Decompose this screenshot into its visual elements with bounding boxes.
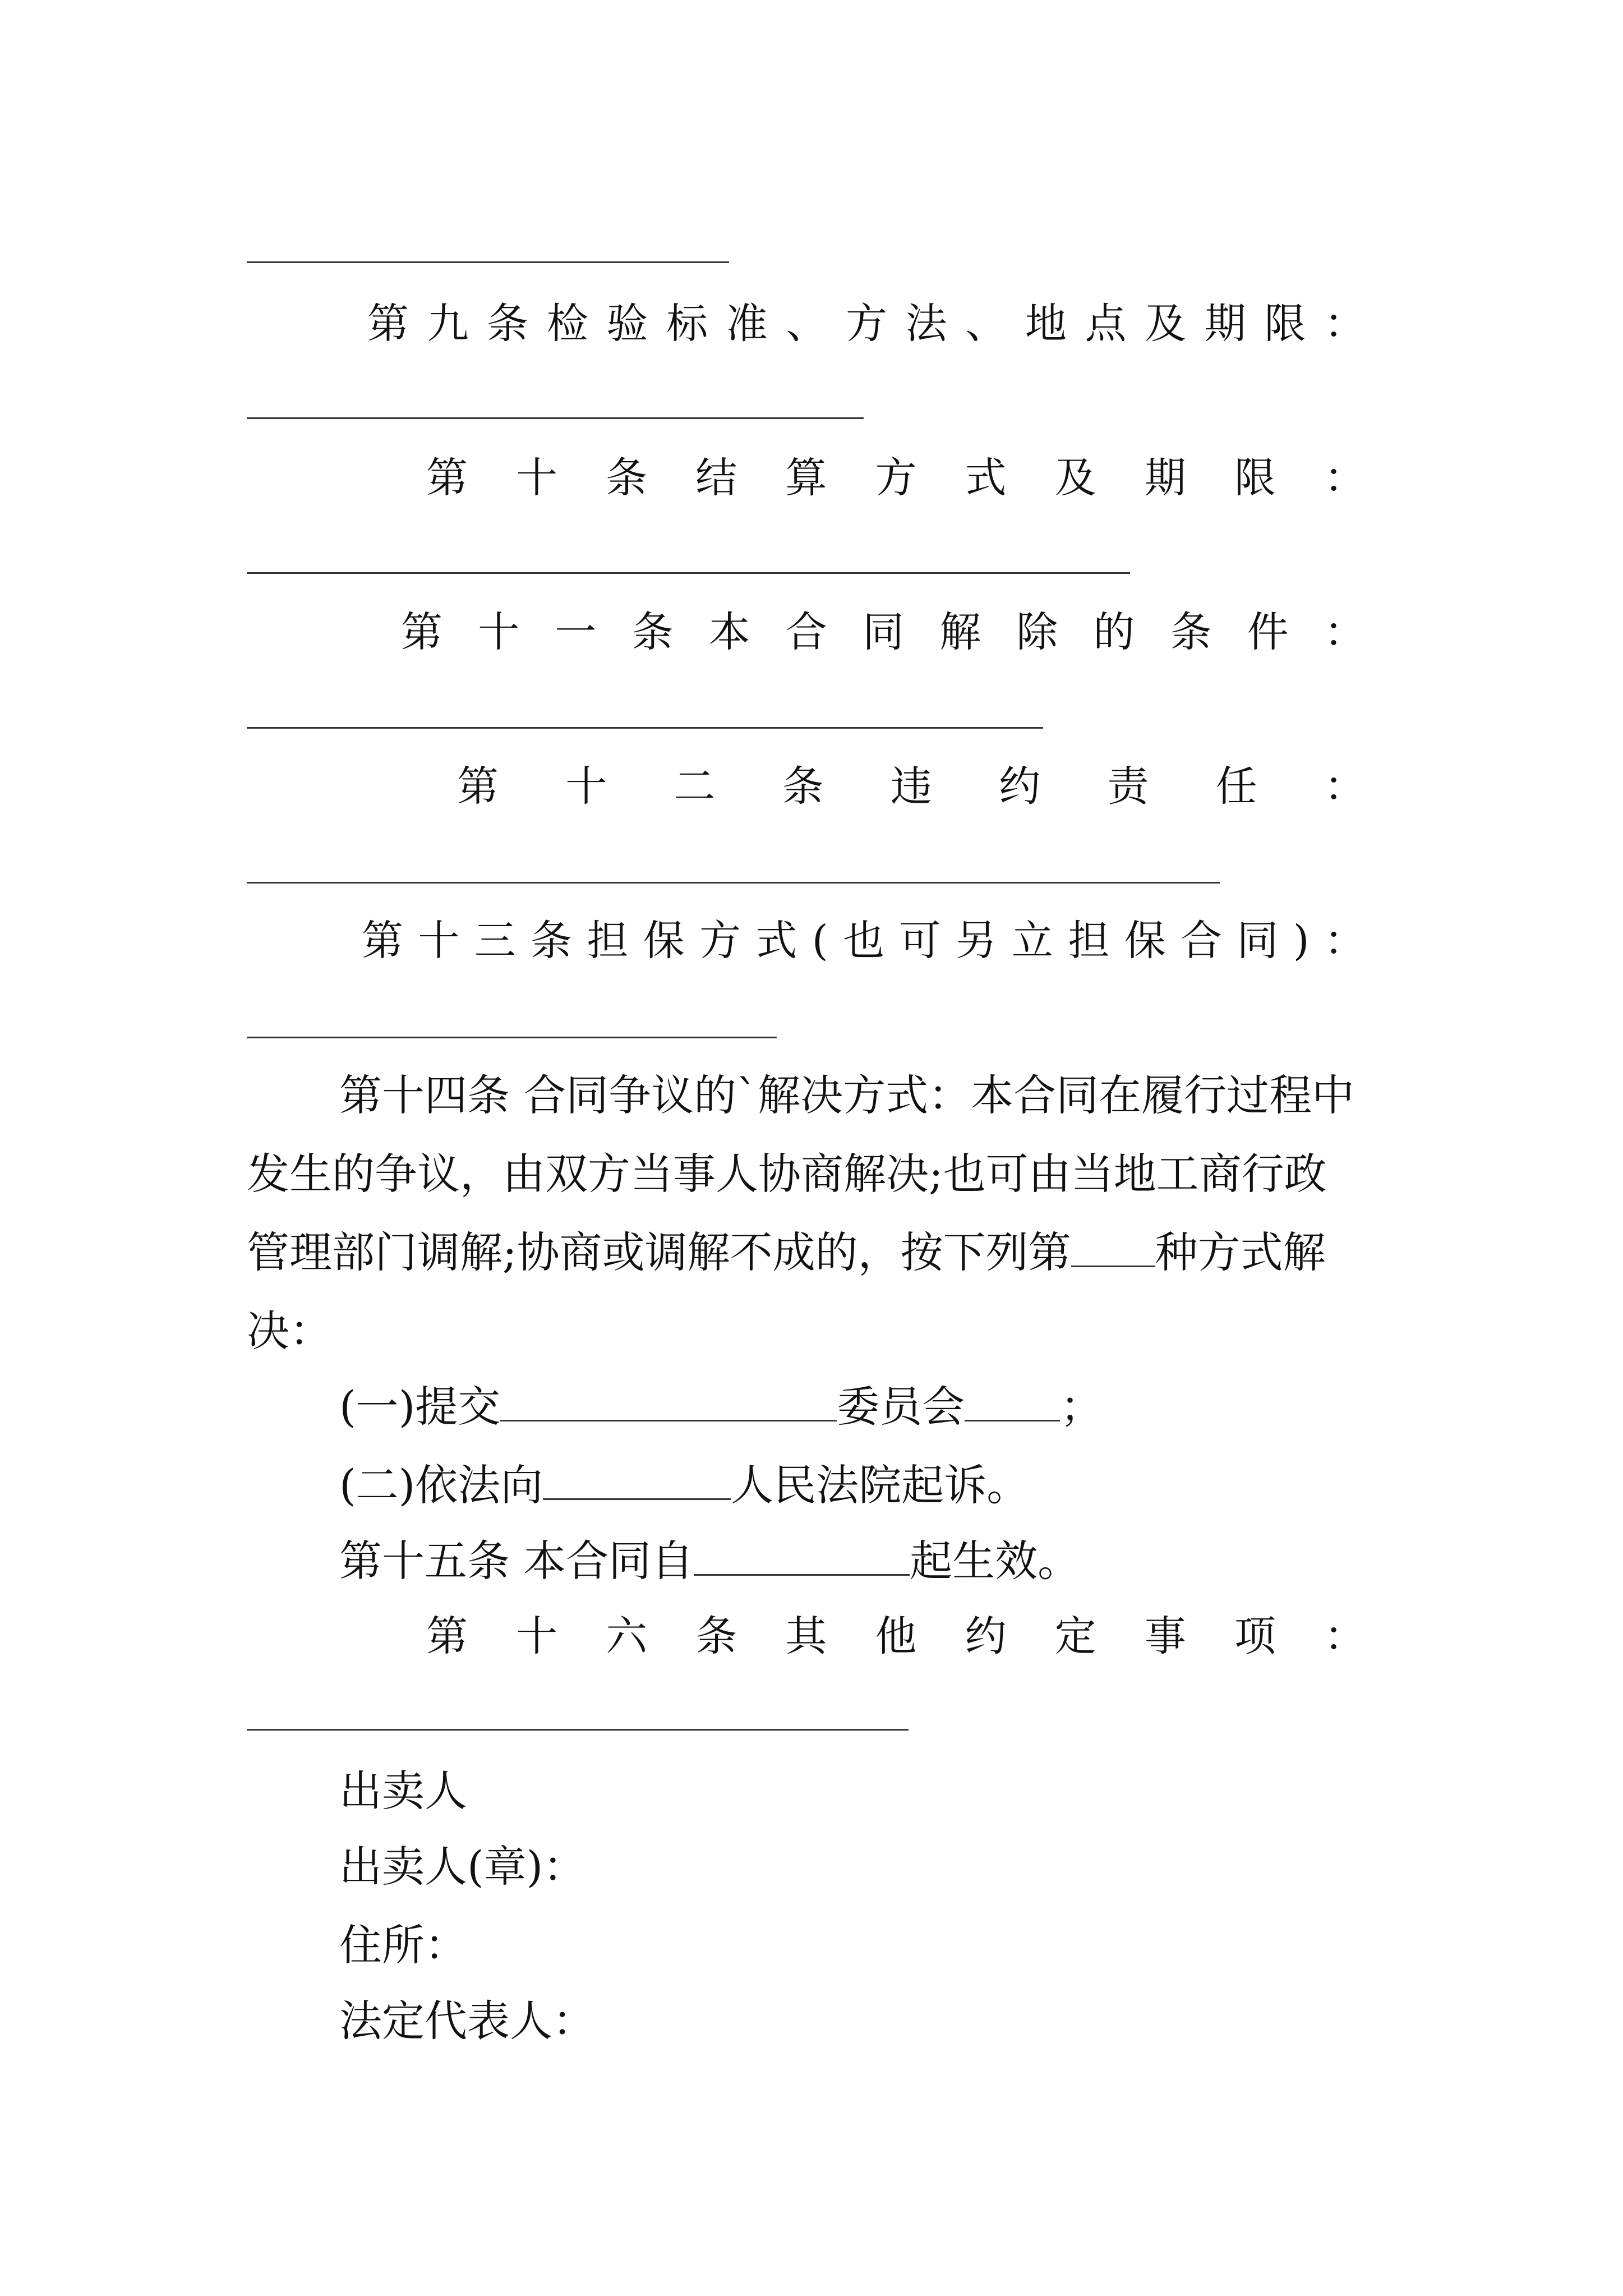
- heading-char: 结: [695, 454, 737, 502]
- heading-char: 约: [965, 1612, 1007, 1660]
- blank-line: [247, 727, 1043, 729]
- option-2: [339, 1460, 1030, 1510]
- legal-representative-label: 法定代表人：: [339, 1996, 595, 2046]
- heading-char: 保: [643, 917, 685, 965]
- heading-char: 十: [478, 608, 520, 656]
- option-2-court: 人民法院起诉。: [731, 1460, 1030, 1510]
- heading-char: 期: [1144, 454, 1186, 502]
- heading-char: 立: [1012, 917, 1053, 965]
- heading-char: 、: [786, 300, 828, 348]
- heading-char: 的: [1093, 608, 1135, 656]
- heading-char: 同: [862, 608, 904, 656]
- heading-char: 他: [875, 1612, 917, 1660]
- option-1-end: ；: [1060, 1382, 1103, 1432]
- heading-char: 六: [606, 1612, 648, 1660]
- heading-char: 十: [418, 917, 460, 965]
- blank-line: [965, 1420, 1060, 1421]
- heading-char: 第: [367, 300, 409, 348]
- heading-char: 检: [546, 300, 588, 348]
- blank-line: [543, 1498, 731, 1500]
- heading-char: 九: [427, 300, 469, 348]
- heading-char: 式: [965, 454, 1007, 502]
- article-9-heading: [367, 300, 1366, 348]
- option-1: [339, 1382, 1103, 1432]
- article-16-heading: [426, 1612, 1366, 1660]
- blank-line: [247, 882, 1220, 884]
- heading-char: 条: [1170, 608, 1212, 656]
- heading-char: 条: [782, 762, 824, 811]
- blank-line: [247, 417, 864, 419]
- heading-char: ): [1293, 917, 1310, 965]
- option-1-label: (一)提交: [339, 1382, 501, 1432]
- article-12-heading: [457, 762, 1366, 811]
- article-14-line-2: 发生的争议，由双方当事人协商解决;也可由当地工商行政: [247, 1149, 1327, 1199]
- heading-char: 约: [999, 762, 1041, 811]
- heading-char: 也: [842, 917, 884, 965]
- heading-char: 十: [516, 454, 558, 502]
- article-14-line-1: 第十四条 合同争议的`解决方式：本合同在履行过程中: [339, 1070, 1355, 1120]
- heading-char: 第: [426, 454, 468, 502]
- blank-line: [694, 1574, 910, 1576]
- heading-char: 二: [674, 762, 716, 811]
- heading-char: 条: [531, 917, 573, 965]
- heading-char: 事: [1144, 1612, 1186, 1660]
- option-2-label: (二)依法向: [339, 1460, 543, 1510]
- heading-char: 方: [875, 454, 917, 502]
- article-11-heading: [401, 608, 1366, 656]
- heading-char: 件: [1247, 608, 1289, 656]
- heading-char: 及: [1145, 300, 1187, 348]
- heading-char: 除: [1016, 608, 1058, 656]
- heading-char: 其: [785, 1612, 827, 1660]
- heading-char: 三: [474, 917, 516, 965]
- heading-char: 合: [1181, 917, 1223, 965]
- heading-char: 条: [487, 300, 529, 348]
- article-10-heading: [426, 454, 1366, 502]
- heading-char: 第: [457, 762, 499, 811]
- address-label: 住所：: [339, 1920, 467, 1970]
- heading-char: 条: [631, 608, 674, 656]
- heading-char: 法: [905, 300, 947, 348]
- article-14-line-3-start: 管理部门调解;协商或调解不成的，按下列第: [247, 1227, 1071, 1277]
- heading-char: 地: [1025, 300, 1067, 348]
- heading-char: 解: [939, 608, 981, 656]
- heading-char: 、: [965, 300, 1007, 348]
- heading-char: 第: [362, 917, 403, 965]
- heading-char: ：: [1324, 300, 1366, 348]
- blank-line: [500, 1420, 837, 1421]
- heading-char: 十: [516, 1612, 558, 1660]
- blank-line: [247, 572, 1130, 574]
- heading-char: 任: [1215, 762, 1257, 811]
- heading-char: 本: [708, 608, 750, 656]
- heading-char: 一: [555, 608, 597, 656]
- heading-char: 限: [1234, 454, 1276, 502]
- seller-seal-label: 出卖人(章)：: [339, 1842, 586, 1892]
- heading-char: 期: [1204, 300, 1246, 348]
- blank-line: [247, 1037, 777, 1038]
- heading-char: ：: [1324, 917, 1366, 965]
- heading-char: 方: [699, 917, 741, 965]
- heading-char: ：: [1324, 608, 1366, 656]
- article-15-label: 第十五条 本合同自: [339, 1536, 694, 1586]
- heading-char: 第: [401, 608, 442, 656]
- heading-char: 第: [426, 1612, 468, 1660]
- article-13-heading: [362, 917, 1366, 965]
- blank-line: [1071, 1266, 1155, 1267]
- heading-char: 定: [1054, 1612, 1096, 1660]
- article-14-line-4: 决：: [247, 1306, 332, 1356]
- seller-label: 出卖人: [339, 1766, 467, 1816]
- heading-char: 项: [1234, 1612, 1276, 1660]
- heading-char: 算: [785, 454, 827, 502]
- heading-char: 同: [1237, 917, 1279, 965]
- article-14-line-3-end: 种方式解: [1155, 1227, 1326, 1277]
- blank-line: [247, 1729, 909, 1731]
- heading-char: (: [811, 917, 828, 965]
- heading-char: 责: [1107, 762, 1149, 811]
- heading-char: 验: [606, 300, 648, 348]
- heading-char: 点: [1085, 300, 1127, 348]
- heading-char: ：: [1324, 454, 1366, 502]
- heading-char: 可: [899, 917, 941, 965]
- heading-char: 式: [755, 917, 797, 965]
- heading-char: 准: [726, 300, 768, 348]
- heading-char: 方: [846, 300, 887, 348]
- option-1-committee: 委员会: [837, 1382, 965, 1432]
- heading-char: 条: [695, 1612, 737, 1660]
- heading-char: 条: [606, 454, 648, 502]
- heading-char: 限: [1264, 300, 1306, 348]
- article-15: [339, 1536, 1081, 1586]
- article-14-line-3: [247, 1227, 1385, 1277]
- heading-char: ：: [1324, 1612, 1366, 1660]
- heading-char: ：: [1324, 762, 1366, 811]
- heading-char: 十: [565, 762, 607, 811]
- article-15-end: 起生效。: [910, 1536, 1081, 1586]
- heading-char: 保: [1124, 917, 1166, 965]
- blank-line: [247, 261, 729, 263]
- heading-char: 及: [1054, 454, 1096, 502]
- heading-char: 合: [785, 608, 827, 656]
- heading-char: 另: [955, 917, 997, 965]
- heading-char: 标: [666, 300, 708, 348]
- heading-char: 违: [891, 762, 932, 811]
- heading-char: 担: [1068, 917, 1110, 965]
- heading-char: 担: [587, 917, 629, 965]
